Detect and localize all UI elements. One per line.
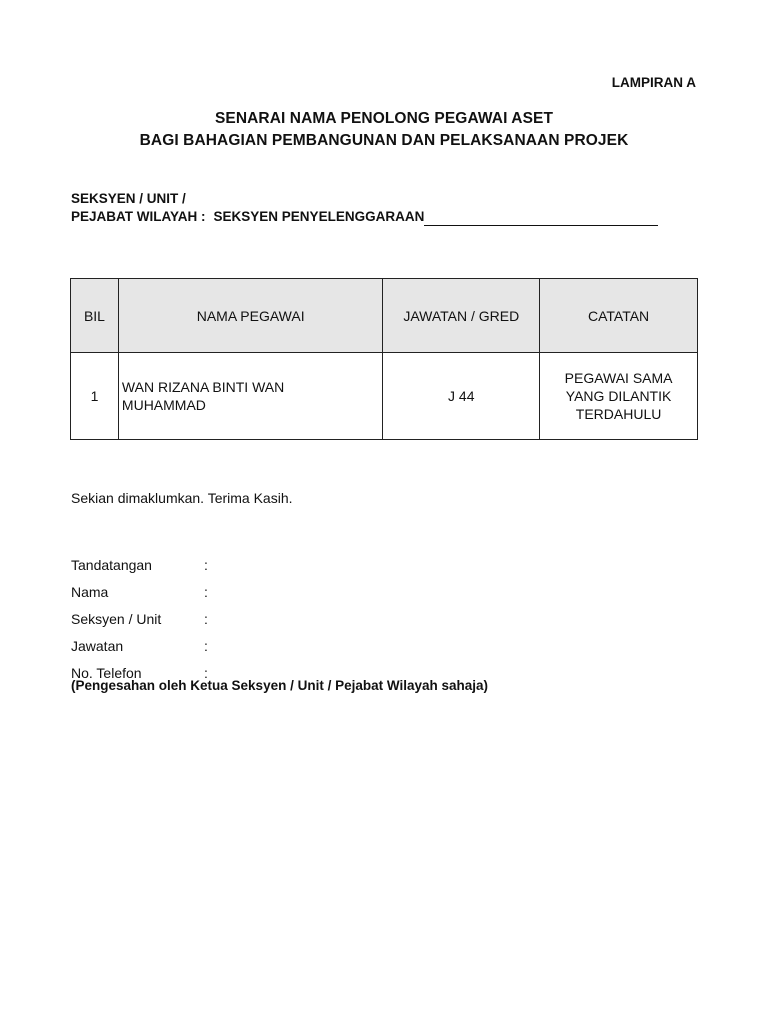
cell-nama — [118, 353, 383, 440]
signature-colon: : — [204, 637, 208, 654]
fill-in-underline — [424, 211, 658, 226]
regional-office-line — [71, 208, 658, 226]
section-unit-label: SEKSYEN / UNIT / — [71, 191, 186, 206]
signature-field-label: Nama — [71, 583, 109, 600]
column-header-nama: NAMA PEGAWAI — [118, 279, 383, 353]
cell-nama-line2: MUHAMMAD — [121, 397, 206, 413]
cell-catatan — [540, 353, 698, 440]
signature-row-nama — [71, 578, 216, 605]
cell-jawatan: J 44 — [383, 353, 540, 440]
cell-bil: 1 — [71, 353, 119, 440]
column-header-bil: BIL — [71, 279, 119, 353]
closing-text: Sekian dimaklumkan. Terima Kasih. — [71, 490, 293, 506]
document-title-line1: SENARAI NAMA PENOLONG PEGAWAI ASET — [214, 110, 554, 127]
cell-catatan-line2: YANG DILANTIK — [565, 388, 672, 404]
cell-catatan-line1: PEGAWAI SAMA — [564, 370, 673, 386]
appendix-label: LAMPIRAN A — [611, 75, 696, 90]
regional-office-value: SEKSYEN PENYELENGGARAAN — [213, 209, 425, 224]
signature-colon: : — [204, 664, 208, 681]
signature-row-jawatan — [71, 632, 216, 659]
officer-list-table — [70, 278, 698, 440]
signature-row-tandatangan — [71, 551, 216, 578]
signature-field-label: Jawatan — [71, 637, 124, 654]
signature-field-label: Seksyen / Unit — [71, 610, 162, 627]
column-header-catatan: CATATAN — [540, 279, 698, 353]
signature-colon: : — [204, 556, 208, 573]
signature-row-seksyen — [71, 605, 216, 632]
signature-field-label: Tandatangan — [71, 556, 152, 573]
signature-field-label: No. Telefon — [71, 664, 142, 681]
section-office-block — [71, 190, 658, 226]
document-title-line2: BAGI BAHAGIAN PEMBANGUNAN DAN PELAKSANAAN PROJEK — [139, 132, 629, 149]
signature-colon: : — [204, 610, 208, 627]
column-header-jawatan: JAWATAN / GRED — [383, 279, 540, 353]
cell-nama-line1: WAN RIZANA BINTI WAN — [121, 379, 285, 395]
signature-block — [71, 551, 216, 686]
cell-catatan-line3: TERDAHULU — [575, 406, 662, 422]
table-row — [71, 353, 698, 440]
table-header-row — [71, 279, 698, 353]
regional-office-label: PEJABAT WILAYAH : — [71, 209, 206, 224]
signature-colon: : — [204, 583, 208, 600]
verification-note: (Pengesahan oleh Ketua Seksyen / Unit / Pejabat Wilayah sahaja) — [71, 678, 489, 693]
